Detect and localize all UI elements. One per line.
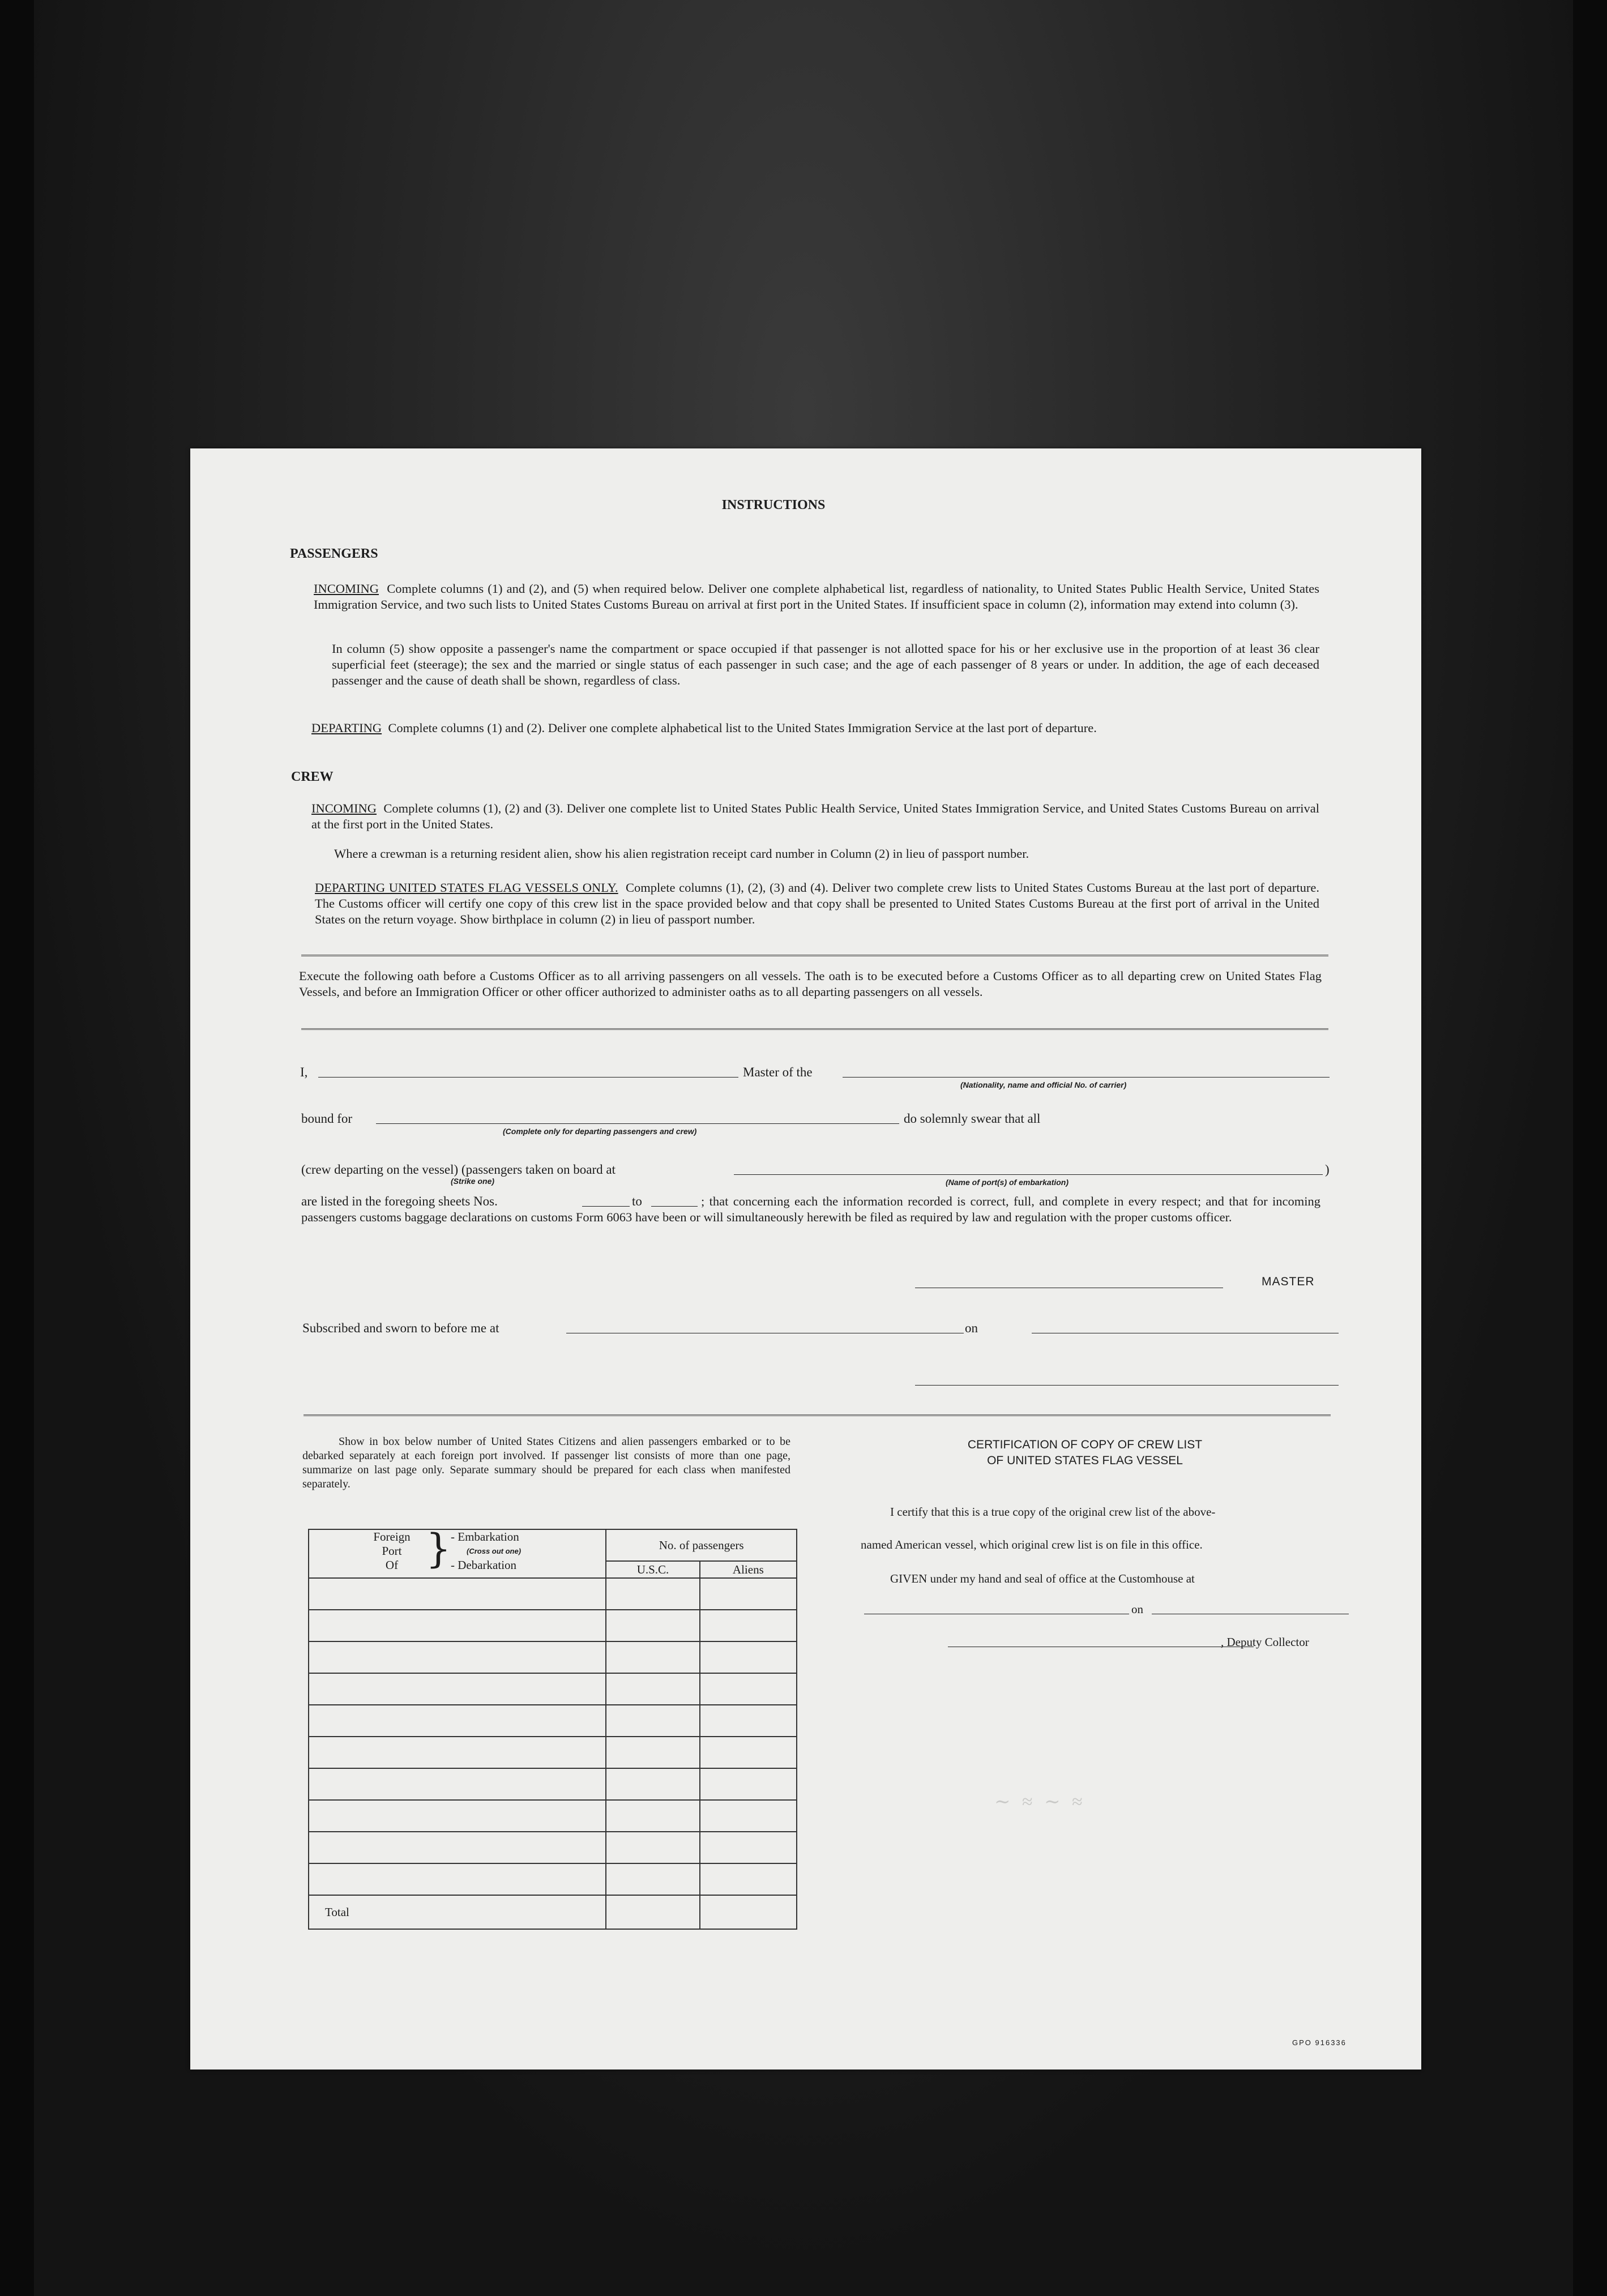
oath-i-label: I, (300, 1065, 308, 1079)
divider-rule (301, 1028, 1328, 1030)
aliens-cell[interactable] (700, 1832, 797, 1863)
master-label: MASTER (1262, 1275, 1315, 1288)
film-edge-left (0, 0, 34, 2296)
usc-cell[interactable] (606, 1578, 699, 1610)
port-cell[interactable] (309, 1832, 606, 1863)
aliens-cell[interactable] (700, 1800, 797, 1832)
port-cell[interactable] (309, 1800, 606, 1832)
passengers-column5-paragraph: In column (5) show opposite a passenger's name the compartment or space occupied if that passenger is not allotted space for his or her exclusive use in the proportion of at least 36 clear superficial feet (steerage); the sex and the married or single status of each passenger in such case; and the age of each passenger of 8 years or under. In addition, the age of each deceased passenger and the cause of death shall be shown, regardless of class. (332, 642, 1319, 687)
to-label: to (632, 1194, 642, 1208)
total-aliens-cell[interactable] (700, 1895, 797, 1929)
port-cell[interactable] (309, 1641, 606, 1673)
crew-heading: CREW (291, 769, 334, 784)
swear-label: do solemnly swear that all (904, 1111, 1041, 1126)
header-of: Of (385, 1558, 399, 1572)
nationality-caption: (Nationality, name and official No. of carrier) (960, 1080, 1127, 1089)
aliens-cell[interactable] (700, 1610, 797, 1641)
usc-cell[interactable] (606, 1863, 699, 1895)
table-row (309, 1863, 797, 1895)
usc-cell[interactable] (606, 1610, 699, 1641)
aliens-cell[interactable] (700, 1578, 797, 1610)
table-row (309, 1832, 797, 1863)
usc-cell[interactable] (606, 1673, 699, 1705)
certify-line2: named American vessel, which original crew list is on file in this office. (861, 1538, 1203, 1551)
crew-departing-label: DEPARTING UNITED STATES FLAG VESSELS ONLY. (315, 880, 618, 895)
port-cell[interactable] (309, 1673, 606, 1705)
usc-cell[interactable] (606, 1737, 699, 1768)
aliens-cell[interactable] (700, 1768, 797, 1800)
header-embarkation: - Embarkation (451, 1530, 519, 1544)
table-row (309, 1673, 797, 1705)
port-cell[interactable] (309, 1610, 606, 1641)
listed-paragraph: ; that concerning each the information recorded is correct, full, and complete in every respect; and that for incoming passengers customs baggage declarations on customs Form 6063 have been or will simultaneously herewith be filed as required by law and regulation with the proper customs officer. (301, 1194, 1320, 1224)
usc-cell[interactable] (606, 1832, 699, 1863)
film-edge-right (1573, 0, 1607, 2296)
aliens-cell[interactable] (700, 1705, 797, 1737)
crew-passengers-label: (crew departing on the vessel) (passengers taken on board at (301, 1162, 616, 1177)
divider-rule (301, 955, 1328, 956)
aliens-cell[interactable] (700, 1737, 797, 1768)
certification-on-label: on (1131, 1602, 1143, 1616)
header-usc: U.S.C. (606, 1561, 699, 1578)
strike-caption: (Strike one) (451, 1177, 495, 1186)
crew-departing-paragraph (315, 880, 1319, 927)
carrier-field[interactable] (843, 1077, 1330, 1078)
certify-line1: I certify that this is a true copy of the original crew list of the above- (890, 1505, 1216, 1519)
bound-caption: (Complete only for departing passengers and crew) (503, 1127, 697, 1136)
header-foreign: Foreign (373, 1530, 411, 1544)
passengers-heading: PASSENGERS (290, 546, 378, 561)
aliens-cell[interactable] (700, 1641, 797, 1673)
given-text: GIVEN under my hand and seal of office at the Customhouse at (890, 1572, 1195, 1585)
subscribed-label: Subscribed and sworn to before me at (302, 1321, 499, 1335)
deputy-collector-label: , Deputy Collector (1221, 1635, 1309, 1649)
embarkation-port-field[interactable] (734, 1174, 1323, 1175)
total-label: Total (309, 1895, 606, 1929)
sworn-on-label: on (965, 1321, 978, 1335)
usc-cell[interactable] (606, 1800, 699, 1832)
passengers-incoming-paragraph (314, 581, 1319, 613)
foreign-port-header (309, 1525, 606, 1578)
header-no-passengers: No. of passengers (606, 1529, 797, 1561)
port-cell[interactable] (309, 1578, 606, 1610)
listed-prefix: are listed in the foregoing sheets Nos. (301, 1194, 498, 1208)
officer-signature-field[interactable] (915, 1385, 1339, 1386)
passenger-summary-table (308, 1525, 797, 1930)
certification-title-line1: CERTIFICATION OF COPY OF CREW LIST (967, 1438, 1203, 1451)
table-row (309, 1737, 797, 1768)
certification-title-line2: OF UNITED STATES FLAG VESSEL (987, 1454, 1183, 1467)
close-paren: ) (1325, 1162, 1330, 1177)
table-row (309, 1768, 797, 1800)
table-row (309, 1610, 797, 1641)
port-cell[interactable] (309, 1768, 606, 1800)
table-row (309, 1578, 797, 1610)
passengers-incoming-label: INCOMING (314, 582, 379, 596)
passengers-departing-text: Complete columns (1) and (2). Deliver one complete alphabetical list to the United States Immigration Service at the last port of departure. (388, 721, 1097, 735)
crew-departing-text: Complete columns (1), (2), (3) and (4). Deliver two complete crew lists to United States Customs Bureau at the last port of departure. The Customs officer will certify one copy of this crew list in the space provided below and that copy shall be presented to United States Customs Bureau at the first port of arrival in the United States on the return voyage. Show birthplace in column (2) in lieu of passport number. (315, 880, 1320, 926)
port-cell[interactable] (309, 1863, 606, 1895)
usc-cell[interactable] (606, 1641, 699, 1673)
divider-rule (304, 1414, 1331, 1416)
port-cell[interactable] (309, 1737, 606, 1768)
port-cell[interactable] (309, 1705, 606, 1737)
passengers-incoming-text: Complete columns (1) and (2), and (5) when required below. Deliver one complete alphabetical list, regardless of nationality, to United States Public Health Service, United States Immigration Service, and two such lists to United States Customs Bureau on arrival at first port in the United States. If insufficient space in column (2), information may extend into column (3). (314, 582, 1320, 612)
aliens-cell[interactable] (700, 1673, 797, 1705)
passengers-departing-paragraph (311, 720, 1319, 736)
total-usc-cell[interactable] (606, 1895, 699, 1929)
brace-icon: } (426, 1525, 451, 1572)
faint-stamp-mark: ∼ ≈ ∼ ≈ (994, 1792, 1086, 1812)
page-title: INSTRUCTIONS (721, 498, 826, 512)
crew-alien-paragraph: Where a crewman is a returning resident alien, show his alien registration receipt card number in Column (2) in lieu of passport number. (334, 846, 1029, 861)
header-port: Port (382, 1544, 402, 1558)
document-page (190, 448, 1421, 2070)
usc-cell[interactable] (606, 1705, 699, 1737)
bound-for-field[interactable] (376, 1123, 899, 1124)
passengers-departing-label: DEPARTING (311, 721, 382, 735)
crew-incoming-text: Complete columns (1), (2) and (3). Deliver one complete list to United States Public Health Service, United States Immigration Service, and United States Customs Bureau on arrival at the first port in the United States. (311, 801, 1320, 831)
gpo-number: GPO 916336 (1292, 2038, 1347, 2047)
total-row (309, 1895, 797, 1929)
header-debarkation: - Debarkation (451, 1558, 517, 1572)
oath-execute-paragraph: Execute the following oath before a Customs Officer as to all arriving passengers on all vessels. The oath is to be executed before a Customs Officer as to all departing crew on United States Flag Vessels, and before an Immigration Officer or other officer authorized to administer oaths as to all departing passengers on all vessels. (299, 969, 1322, 999)
summary-instructions: Show in box below number of United States Citizens and alien passengers embarked or to be debarked separately at each foreign port involved. If passenger list consists of more than one page, summarize on last page only. Separate summary should be prepared for each class when manifested separately. (302, 1435, 790, 1490)
master-name-field[interactable] (318, 1077, 738, 1078)
bound-for-label: bound for (301, 1111, 353, 1126)
header-aliens: Aliens (700, 1561, 797, 1578)
usc-cell[interactable] (606, 1768, 699, 1800)
master-of-label: Master of the (743, 1065, 813, 1079)
table-row (309, 1800, 797, 1832)
crew-incoming-paragraph (311, 801, 1319, 832)
table-row (309, 1705, 797, 1737)
header-cross-out: (Cross out one) (467, 1547, 522, 1555)
port-caption: (Name of port(s) of embarkation) (946, 1178, 1069, 1187)
table-row (309, 1641, 797, 1673)
aliens-cell[interactable] (700, 1863, 797, 1895)
crew-incoming-label: INCOMING (311, 801, 377, 815)
